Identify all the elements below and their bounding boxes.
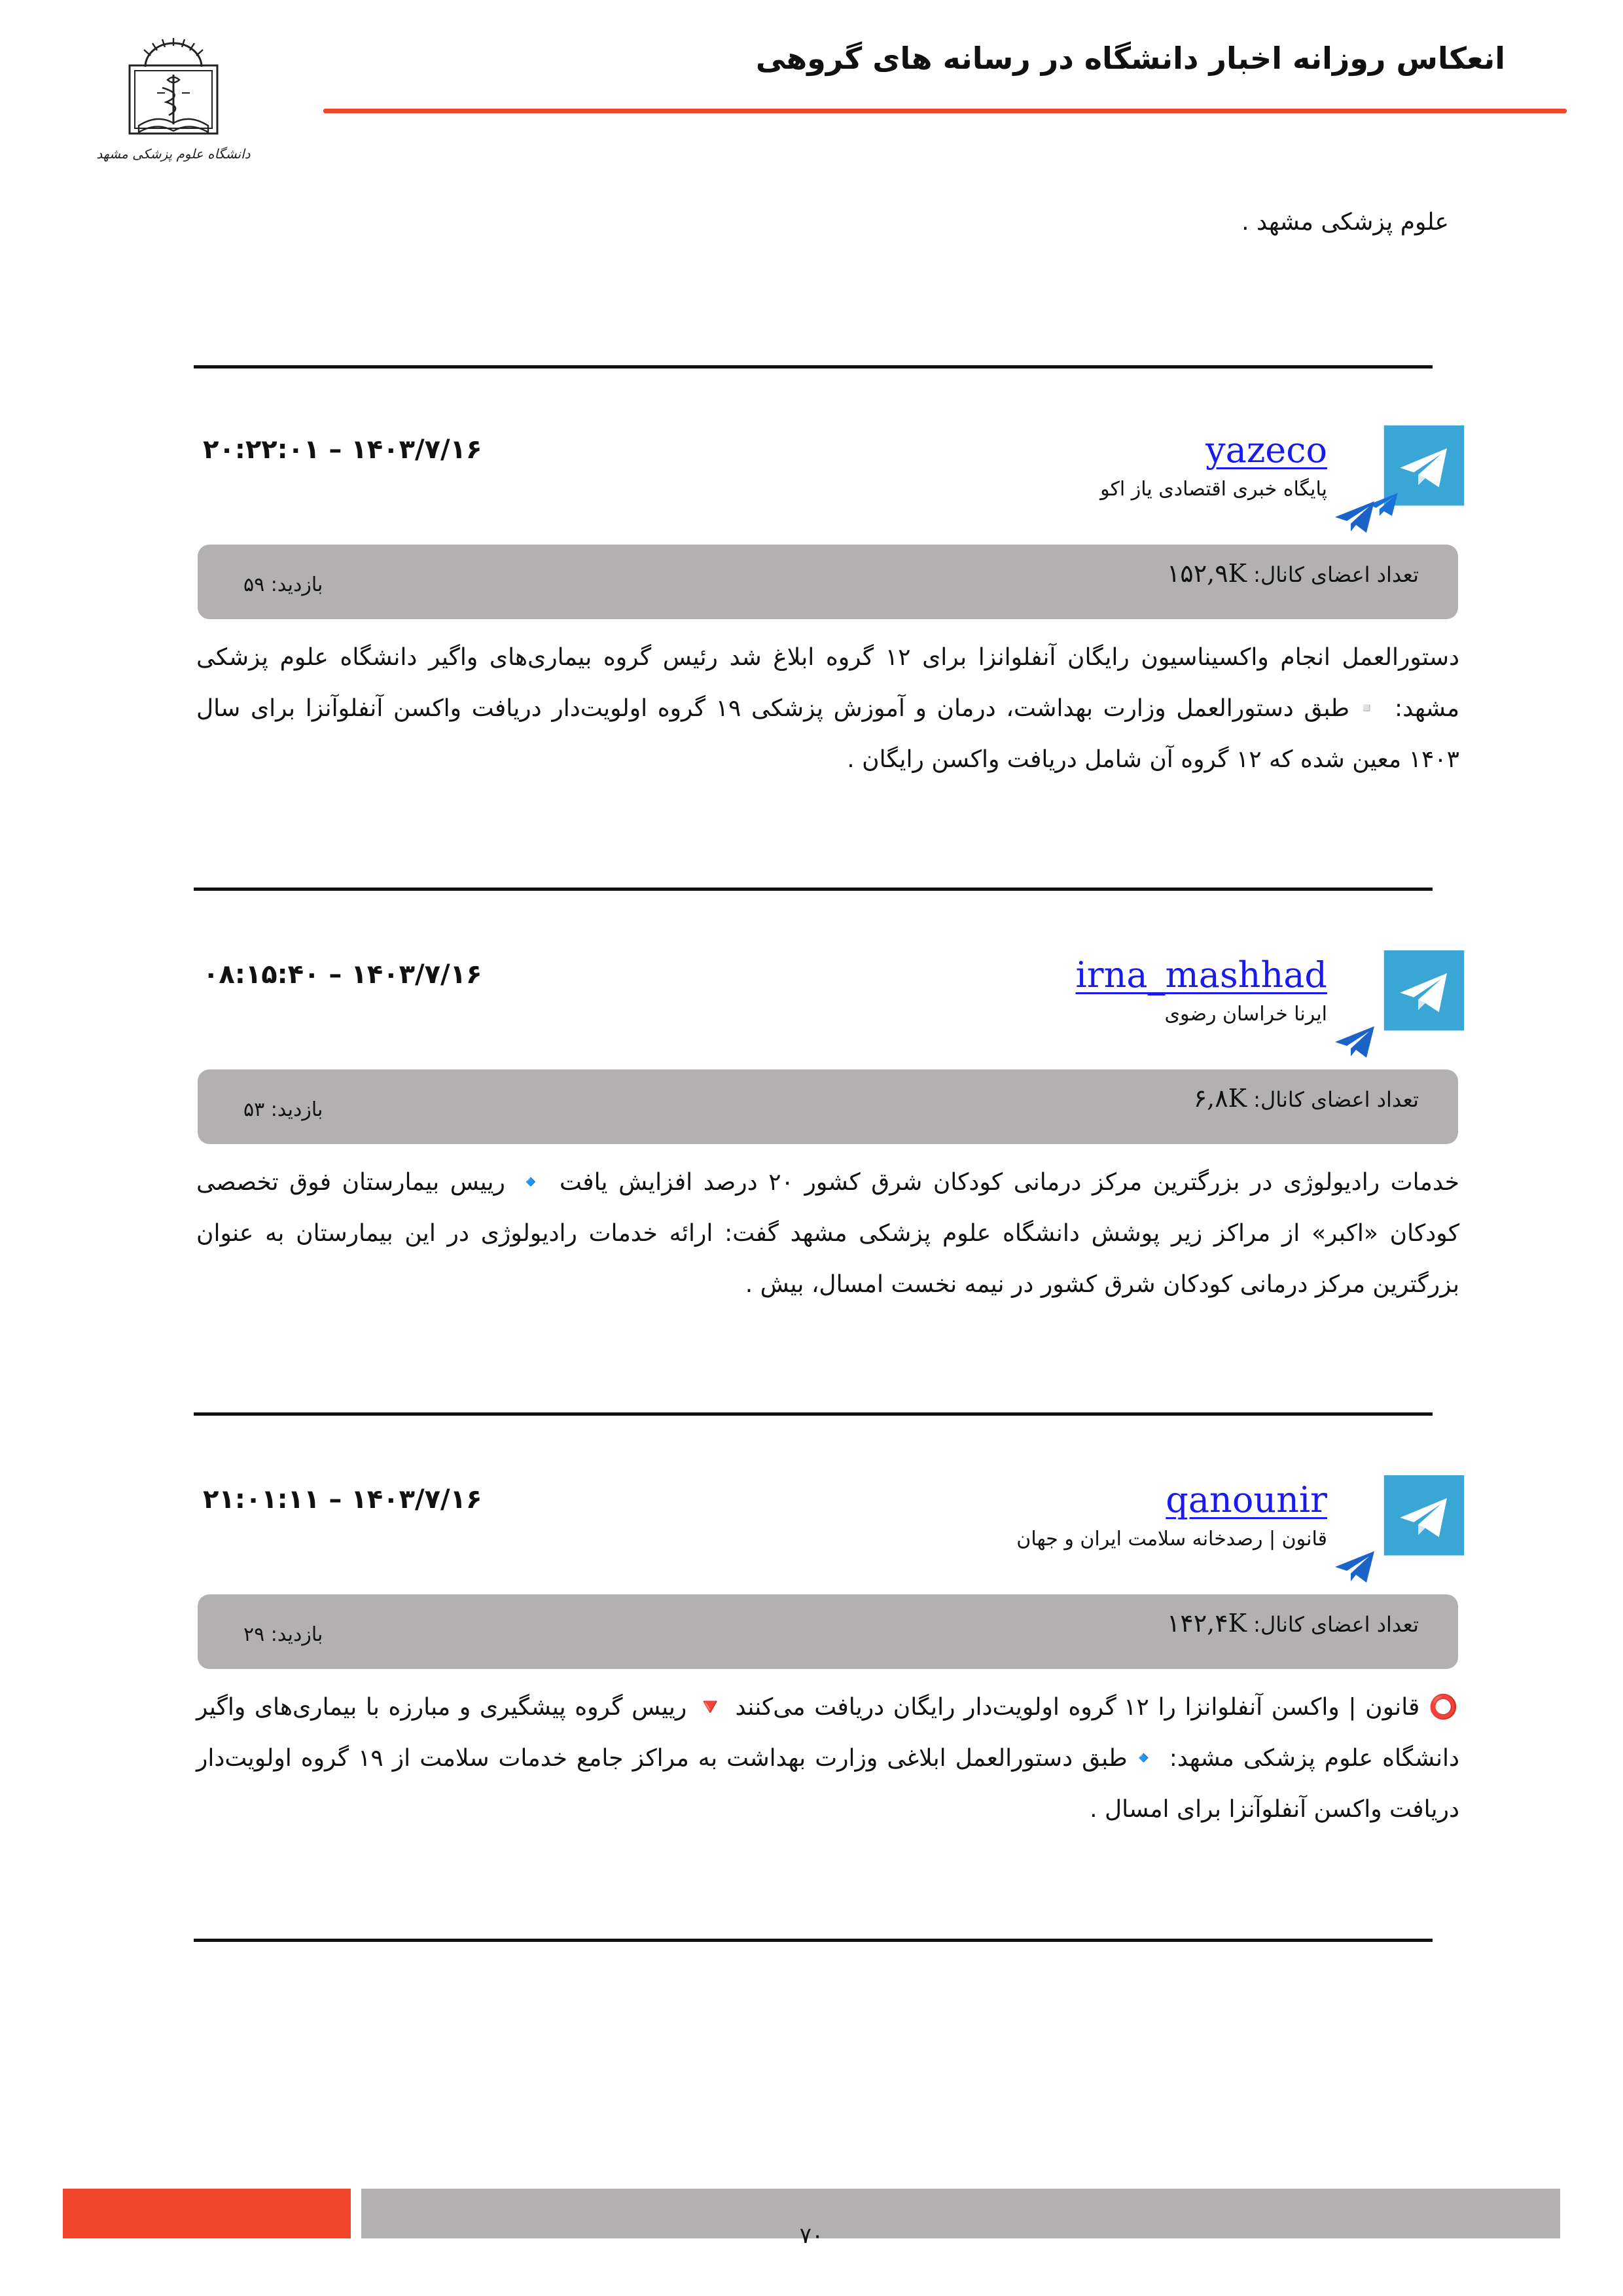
post-divider: [194, 365, 1433, 368]
news-post: [194, 1475, 1470, 1842]
page-number: ۷۰: [799, 2223, 824, 2249]
channel-members: تعداد اعضای کانال: ۱۴۲,۴K: [1166, 1609, 1419, 1638]
post-meta-bar: [198, 1069, 1458, 1144]
channel-id-link[interactable]: qanounir: [1166, 1479, 1327, 1520]
post-divider: [194, 1939, 1433, 1942]
post-meta-bar: [198, 1594, 1458, 1669]
channel-id-link[interactable]: irna_mashhad: [1075, 954, 1327, 996]
post-body: خدمات رادیولوژی در بزرگترین مرکز درمانی کودکان شرق کشور ۲۰ درصد افزایش یافت 🔹 رییس بیمارستان فوق تخصصی کودکان «اکبر» از مراکز زیر پوشش دانشگاه علوم پزشکی مشهد گفت: ارائه خدمات رادیولوژی در این بیمارستان به عنوان بزرگترین مرکز درمانی کودکان شرق کشور در نیمه نخست امسال، بیش .: [196, 1169, 1459, 1298]
send-arrow-icon: [1332, 497, 1378, 537]
post-meta-bar: [198, 545, 1458, 619]
send-arrow-icon: [1332, 1547, 1378, 1587]
header-accent-rule: [323, 109, 1567, 113]
logo-caption: دانشگاه علوم پزشکی مشهد: [96, 146, 251, 162]
channel-id-link[interactable]: yazeco: [1205, 429, 1327, 471]
telegram-icon: [1378, 950, 1470, 1042]
telegram-icon: [1378, 1475, 1470, 1567]
telegram-icon: [1378, 425, 1470, 517]
post-body: دستورالعمل انجام واکسیناسیون رایگان آنفلوانزا برای ۱۲ گروه ابلاغ شد رئیس گروه بیماری‌های واگیر دانشگاه علوم پزشکی مشهد: ▫️طبق دستورالعمل وزارت بهداشت، درمان و آموزش پزشکی ۱۹ گروه اولویت‌دار دریافت واکسن آنفلوآنزا برای سال ۱۴۰۳ معین شده که ۱۲ گروه آن شامل دریافت واکسن رایگان .: [196, 644, 1460, 773]
post-datetime: ۲۰:۲۲:۰۱ – ۱۴۰۳/۷/۱۶: [203, 435, 482, 465]
news-post: [194, 425, 1470, 792]
post-divider: [194, 888, 1433, 891]
channel-members: تعداد اعضای کانال: ۱۵۲,۹K: [1166, 559, 1419, 588]
view-count: بازدید: ۵۹: [243, 573, 323, 596]
university-logo: [96, 37, 251, 168]
channel-name: قانون | رصدخانه سلامت ایران و جهان: [1016, 1528, 1327, 1551]
footer-bar: [361, 2189, 1560, 2238]
news-post: [194, 950, 1470, 1317]
channel-name: پایگاه خبری اقتصادی یاز اکو: [1100, 478, 1327, 501]
post-divider: [194, 1412, 1433, 1416]
view-count: بازدید: ۲۹: [243, 1623, 323, 1646]
continued-text: علوم پزشکی مشهد .: [1241, 209, 1449, 236]
send-arrow-icon: [1332, 1022, 1378, 1062]
post-datetime: ۲۱:۰۱:۱۱ – ۱۴۰۳/۷/۱۶: [203, 1484, 482, 1515]
footer-accent-bar: [63, 2189, 351, 2238]
page-header-title: انعکاس روزانه اخبار دانشگاه در رسانه های گروهی: [755, 41, 1505, 76]
view-count: بازدید: ۵۳: [243, 1098, 323, 1121]
post-body: ⭕️ قانون | واکسن آنفلوانزا را ۱۲ گروه اولویت‌دار رایگان دریافت می‌کنند 🔻 رییس گروه پیشگیری و مبارزه با بیماری‌های واگیر دانشگاه علوم پزشکی مشهد: 🔹طبق دستورالعمل ابلاغی وزارت بهداشت به مراکز جامع خدمات سلامت از ۱۹ گروه اولویت‌دار دریافت واکسن آنفلوآنزا برای امسال .: [196, 1694, 1459, 1823]
channel-members: تعداد اعضای کانال: ۶,۸K: [1193, 1084, 1419, 1113]
channel-name: ایرنا خراسان رضوی: [1164, 1003, 1327, 1026]
post-datetime: ۰۸:۱۵:۴۰ – ۱۴۰۳/۷/۱۶: [203, 960, 482, 990]
